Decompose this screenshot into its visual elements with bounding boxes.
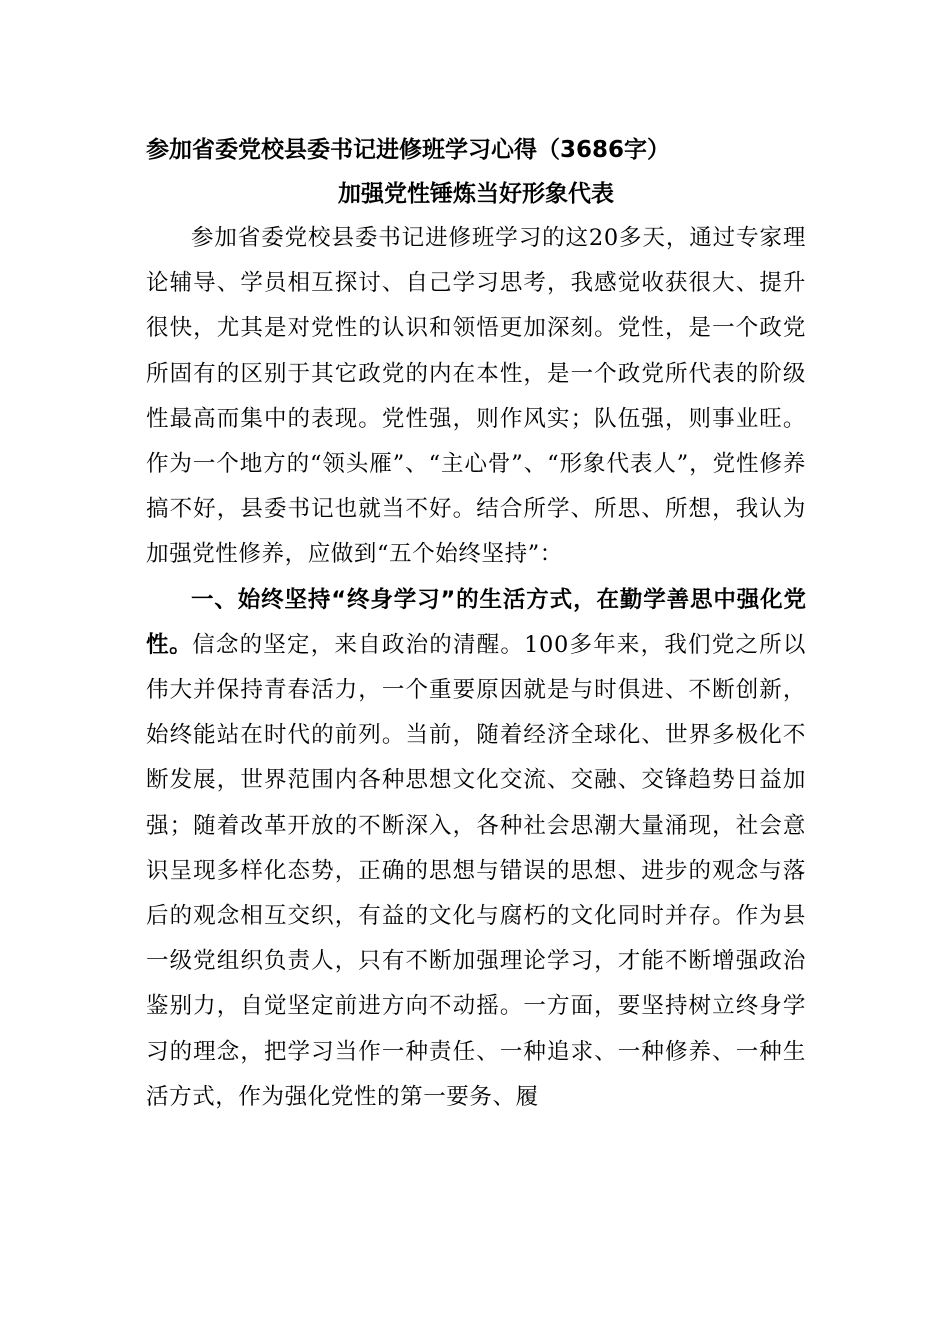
- document-title: 参加省委党校县委书记进修班学习心得（3686字）: [146, 137, 671, 163]
- section-1-heading: 一、始终坚持“终身学习”的生活方式，在勤学善思中强化党性。: [146, 586, 806, 658]
- section-1-body: 信念的坚定，来自政治的清醒。100多年来，我们党之所以伟大并保持青春活力，一个重要原因就是与时俱进、不断创新，始终能站在时代的前列。当前，随着经济全球化、世界多极化不断发展，世界范围内各种思想文化交流、交融、交锋趋势日益加强；随着改革开放的不断深入，各种社会思潮大量涌现，社会意识呈现多样化态势，正确的思想与错误的思想、进步的观念与落后的观念相互交织，有益的文化与腐朽的文化同时并存。作为县一级党组织负责人，只有不断加强理论学习，才能不断增强政治鉴别力，自觉坚定前进方向不动摇。一方面，要坚持树立终身学习的理念，把学习当作一种责任、一种追求、一种修养、一种生活方式，作为强化党性的第一要务、履: [146, 631, 806, 1110]
- document-subtitle: 加强党性锤炼当好形象代表: [338, 181, 614, 207]
- section-1-paragraph: [146, 578, 806, 1120]
- document-body: [146, 128, 806, 1120]
- intro-paragraph: 参加省委党校县委书记进修班学习的这20多天，通过专家理论辅导、学员相互探讨、自己学习思考，我感觉收获很大、提升很快，尤其是对党性的认识和领悟更加深刻。党性，是一个政党所固有的区别于其它政党的内在本性，是一个政党所代表的阶级性最高而集中的表现。党性强，则作风实；队伍强，则事业旺。作为一个地方的“领头雁”、“主心骨”、“形象代表人”，党性修养搞不好，县委书记也就当不好。结合所学、所思、所想，我认为加强党性修养，应做到“五个始终坚持”：: [146, 225, 806, 568]
